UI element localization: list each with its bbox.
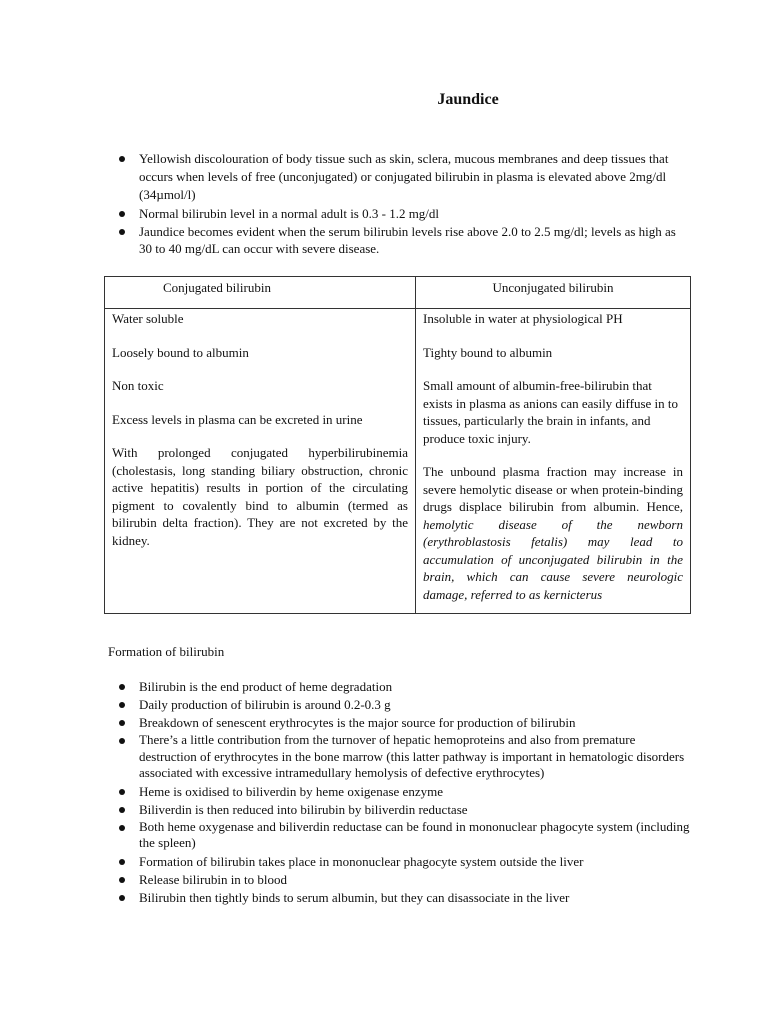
cell-text: Excess levels in plasma can be excreted in urine <box>112 411 363 427</box>
list-item: Both heme oxygenase and biliverdin reductase can be found in mononuclear phagocyte system (including the spleen) <box>113 819 693 852</box>
conjugated-cell <box>105 309 416 614</box>
cell-text-italic: hemolytic disease of the newborn (erythroblastosis fetalis) may lead to accumulation of unconjugated bilirubin in the brain, which can cause severe neurologic damage, referred to as kernicterus <box>423 516 683 602</box>
table-row <box>105 309 691 614</box>
formation-bullet-list <box>113 678 693 907</box>
list-item: Formation of bilirubin takes place in mononuclear phagocyte system outside the liver <box>113 853 693 870</box>
cell-text: Tighty bound to albumin <box>423 344 553 360</box>
page-title: Jaundice <box>437 91 499 108</box>
cell-text: Water soluble <box>112 311 184 326</box>
list-item: Heme is oxidised to biliverdin by heme oxigenase enzyme <box>113 783 693 800</box>
cell-text: With prolonged conjugated hyperbilirubinemia (cholestasis, long standing biliary obstruction, chronic active hepatitis) results in portion of the circulating pigment to covalently bind to albumin (termed as bilirubin delta fraction). They are not excreted by the kidney. <box>112 445 408 548</box>
cell-text: Loosely bound to albumin <box>112 344 249 360</box>
list-item: Biliverdin is then reduced into bilirubin by biliverdin reductase <box>113 801 693 818</box>
cell-text: Small amount of albumin-free-bilirubin that exists in plasma as anions can easily diffuse in to tissues, particularly the brain in infants, and produce toxic injury. <box>423 378 679 446</box>
table-header-row <box>105 277 691 309</box>
list-item: Bilirubin then tightly binds to serum albumin, but they can disassociate in the liver <box>113 889 693 906</box>
list-item: Jaundice becomes evident when the serum bilirubin levels rise above 2.0 to 2.5 mg/dl; levels as high as 30 to 40 mg/dL can occur with severe disease. <box>113 223 681 258</box>
list-item: Daily production of bilirubin is around 0.2-0.3 g <box>113 696 693 713</box>
list-item: Release bilirubin in to blood <box>113 871 693 888</box>
section-heading: Formation of bilirubin <box>108 644 225 659</box>
list-item: Normal bilirubin level in a normal adult is 0.3 - 1.2 mg/dl <box>113 205 681 223</box>
list-item: Bilirubin is the end product of heme degradation <box>113 678 693 695</box>
column-header-conjugated: Conjugated bilirubin <box>105 277 416 309</box>
cell-text-mixed <box>423 463 683 603</box>
column-header-unconjugated: Unconjugated bilirubin <box>416 277 691 309</box>
list-item: Breakdown of senescent erythrocytes is the major source for production of bilirubin <box>113 714 693 731</box>
cell-text: Non toxic <box>112 378 164 393</box>
cell-text: Insoluble in water at physiological PH <box>423 311 623 326</box>
list-item: There’s a little contribution from the turnover of hepatic hemoproteins and also from premature destruction of erythrocytes in the bone marrow (this latter pathway is important in hematologic disorders associated with excessive intramedullary hemolysis of defective erythrocytes) <box>113 732 693 782</box>
bilirubin-comparison-table <box>104 276 691 614</box>
intro-bullet-list <box>113 150 681 258</box>
list-item: Yellowish discolouration of body tissue such as skin, sclera, mucous membranes and deep tissues that occurs when levels of free (unconjugated) or conjugated bilirubin in plasma is elevated above 2mg/dl (34µmol/l) <box>113 150 681 204</box>
unconjugated-cell <box>416 309 691 614</box>
cell-text: The unbound plasma fraction may increase in severe hemolytic disease or when protein-binding drugs displace bilirubin from albumin. Hence, <box>423 464 683 514</box>
